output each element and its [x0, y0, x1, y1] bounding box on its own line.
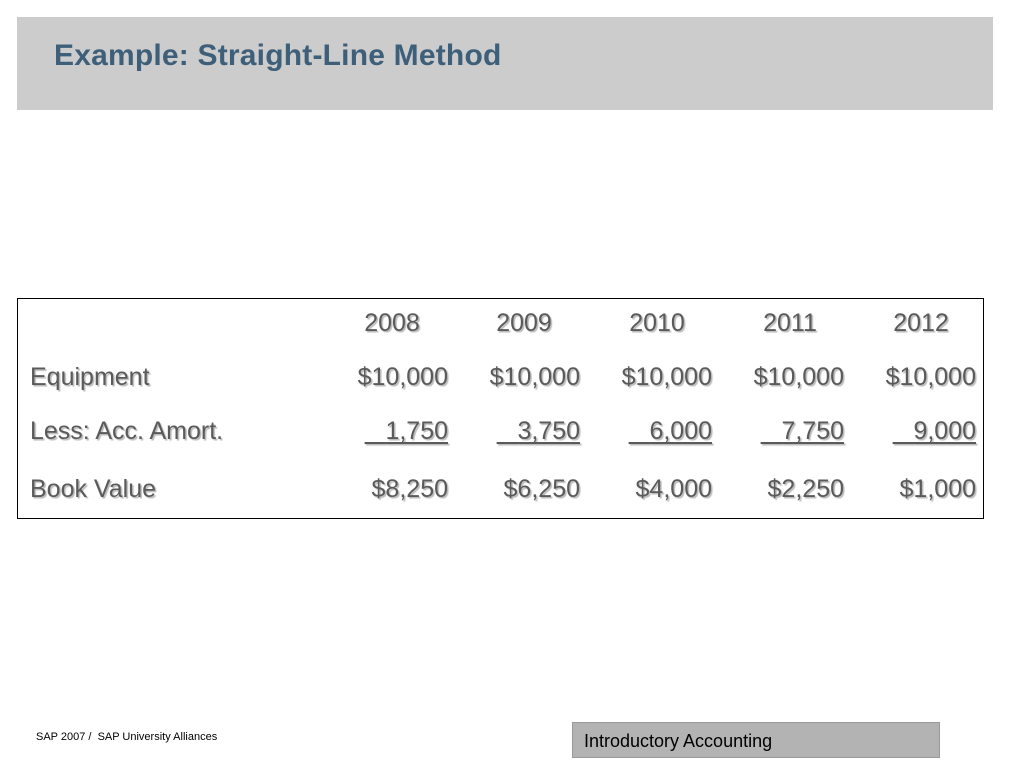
table-cell: $6,250: [503, 475, 580, 503]
table-cell: $10,000: [621, 363, 712, 391]
table-cell: [714, 416, 844, 446]
table-cell: $4,000: [635, 475, 712, 503]
table-cell: $1,000: [899, 475, 976, 503]
footer-copyright: SAP 2007 / SAP University Alliances: [36, 731, 218, 743]
year-header: 2010: [629, 309, 685, 337]
table-cell: $10,000: [357, 363, 448, 391]
footer-course-box: [572, 722, 940, 758]
table-cell: $10,000: [753, 363, 844, 391]
table-cell-value: 9,000: [913, 417, 976, 445]
table-cell-value: 6,000: [649, 417, 712, 445]
footer-course-title: Introductory Accounting: [584, 731, 773, 751]
table-cell-value: 7,750: [781, 417, 844, 445]
table-cell: [582, 416, 712, 446]
row-label-acc-amort: Less: Acc. Amort.: [30, 417, 224, 445]
year-header: 2011: [763, 309, 817, 337]
year-header: 2008: [364, 309, 420, 337]
title-band: [17, 17, 993, 110]
slide-title: Example: Straight-Line Method: [54, 39, 502, 72]
table-cell: $8,250: [371, 475, 448, 503]
table-cell-value: 1,750: [385, 417, 448, 445]
table-cell: [846, 416, 976, 446]
row-label-book-value: Book Value: [30, 475, 157, 503]
year-header: 2012: [893, 309, 949, 337]
table-cell: $10,000: [885, 363, 976, 391]
amortization-table: [17, 298, 984, 519]
table-cell: [450, 416, 580, 446]
table-cell: $10,000: [489, 363, 580, 391]
year-header: 2009: [496, 309, 552, 337]
row-label-equipment: Equipment: [30, 363, 150, 391]
table-cell: [318, 416, 448, 446]
table-cell-value: 3,750: [517, 417, 580, 445]
table-cell: $2,250: [767, 475, 844, 503]
